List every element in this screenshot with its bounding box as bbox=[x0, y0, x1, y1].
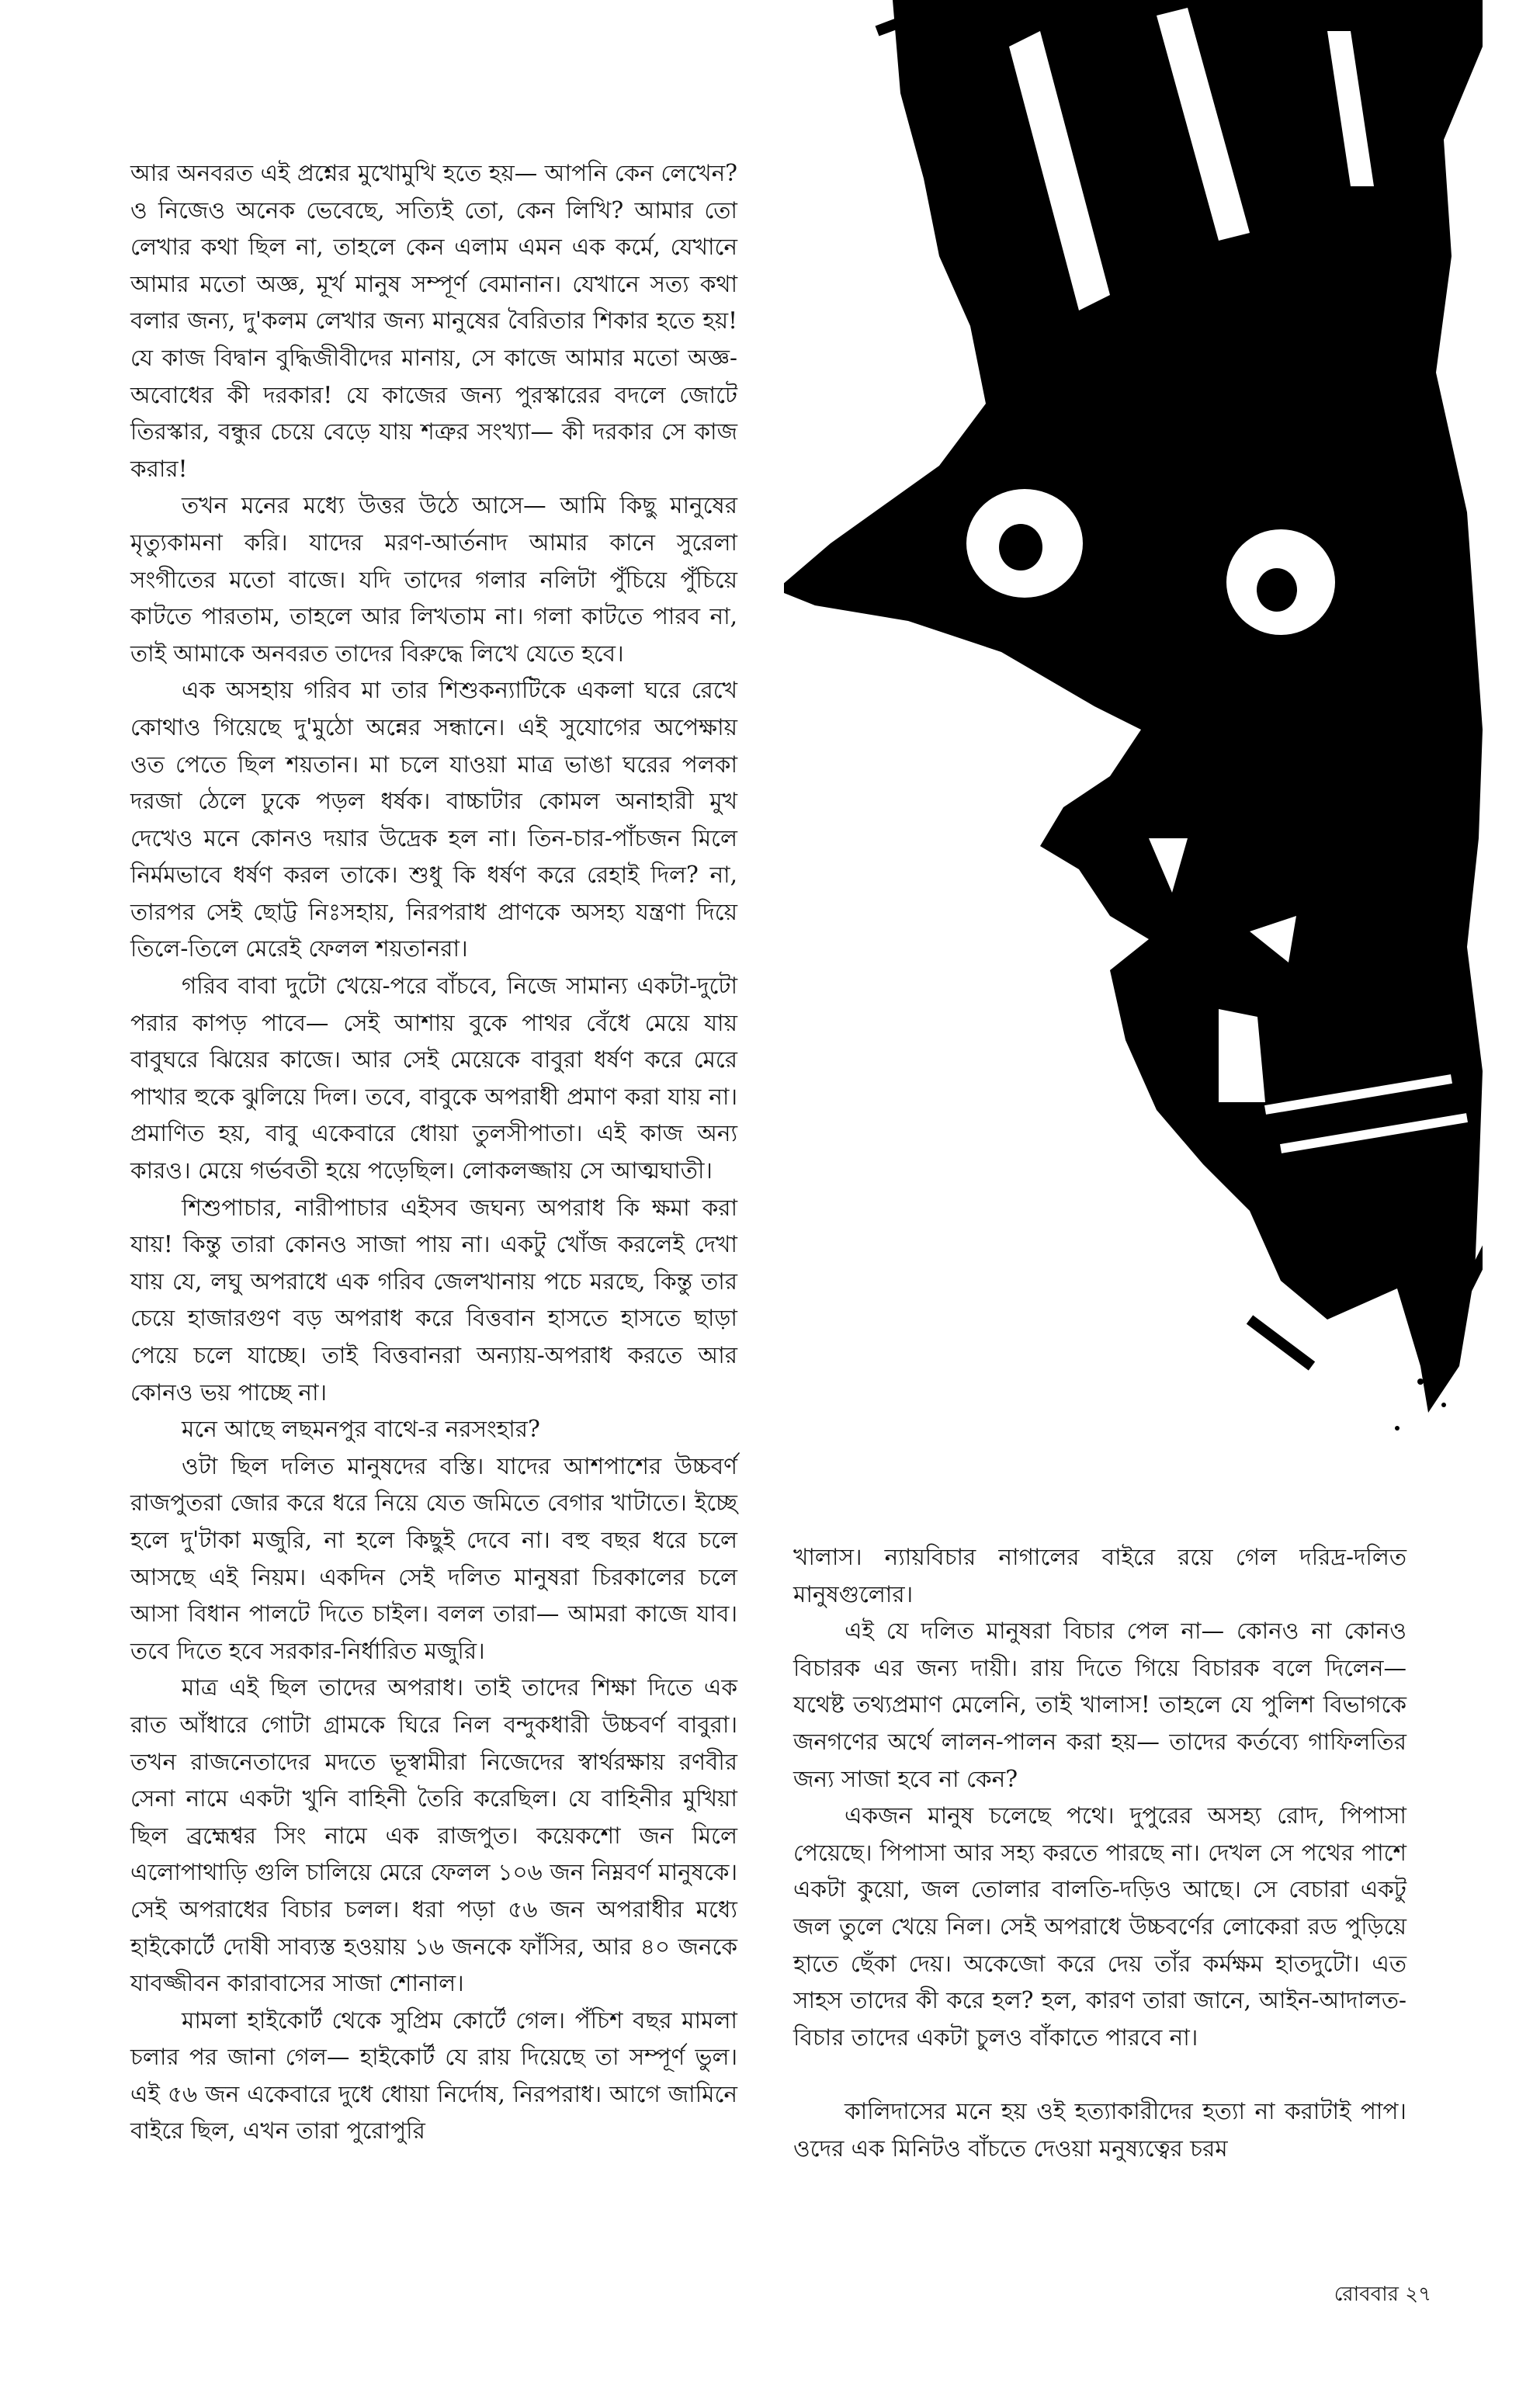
paragraph: এক অসহায় গরিব মা তার শিশুকন্যাটিকে একলা ঘরে রেখে কোথাও গিয়েছে দু'মুঠো অন্নের সন্ধানে। এই সুযোগের অপেক্ষায় ওত পেতে ছিল শয়তান। মা চলে যাওয়া মাত্র ভাঙা ঘরের পলকা দরজা ঠেলে ঢুকে পড়ল ধর্ষক। বাচ্চাটার কোমল অনাহারী মুখ দেখেও মনে কোনও দয়ার উদ্রেক হল না। তিন-চার-পাঁচজন মিলে নির্মমভাবে ধর্ষণ করল তাকে। শুধু কি ধর্ষণ করে রেহাই দিল? না, তারপর সেই ছোট্ট নিঃসহায়, নিরপরাধ প্রাণকে অসহ্য যন্ত্রণা দিয়ে তিলে-তিলে মেরেই ফেলল শয়তানরা। bbox=[130, 677, 737, 962]
ink-speck bbox=[1441, 1403, 1446, 1407]
paragraph: ওটা ছিল দলিত মানুষদের বস্তি। যাদের আশপাশের উচ্চবর্ণ রাজপুতরা জোর করে ধরে নিয়ে যেত জমিতে বেগার খাটাতে। ইচ্ছে হলে দু'টাকা মজুরি, না হলে কিছুই দেবে না। বহু বছর ধরে চলে আসছে এই নিয়ম। একদিন সেই দলিত মানুষরা চিরকালের চলে আসা বিধান পালটে দিতে চাইল। বলল তারা— আমরা কাজে যাব। তবে দিতে হবে সরকার-নির্ধারিত মজুরি। bbox=[130, 1452, 737, 1664]
head-silhouette bbox=[784, 0, 1483, 1413]
paragraph: আর অনবরত এই প্রশ্নের মুখোমুখি হতে হয়— আপনি কেন লেখেন? ও নিজেও অনেক ভেবেছে, সত্যিই তো, কেন লিখি? আমার তো লেখার কথা ছিল না, তাহলে কেন এলাম এমন এক কর্মে, যেখানে আমার মতো অজ্ঞ, মূর্খ মানুষ সম্পূর্ণ বেমানান। যেখানে সত্য কথা বলার জন্য, দু'কলম লেখার জন্য মানুষের বৈরিতার শিকার হতে হয়! যে কাজ বিদ্বান বুদ্ধিজীবীদের মানায়, সে কাজে আমার মতো অজ্ঞ-অবোধের কী দরকার! যে কাজের জন্য পুরস্কারের বদলে জোটে তিরস্কার, বন্ধুর চেয়ে বেড়ে যায় শত্রুর সংখ্যা— কী দরকার সে কাজ করার! bbox=[130, 160, 737, 482]
ink-face-illustration bbox=[784, 0, 1483, 1521]
paragraph: শিশুপাচার, নারীপাচার এইসব জঘন্য অপরাধ কি ক্ষমা করা যায়! কিন্তু তারা কোনও সাজা পায় না। একটু খোঁজ করলেই দেখা যায় যে, লঘু অপরাধে এক গরিব জেলখানায় পচে মরছে, কিন্তু তার চেয়ে হাজারগুণ বড় অপরাধ করে বিত্তবান হাসতে হাসতে ছাড়া পেয়ে চলে যাচ্ছে। তাই বিত্তবানরা অন্যায়-অপরাধ করতে আর কোনও ভয় পাচ্ছে না। bbox=[130, 1194, 737, 1406]
paragraph: মনে আছে লছমনপুর বাথে-র নরসংহার? bbox=[182, 1416, 540, 1443]
paragraph: এই যে দলিত মানুষরা বিচার পেল না— কোনও না কোনও বিচারক এর জন্য দায়ী। রায় দিতে গিয়ে বিচারক বলে দিলেন— যথেষ্ট তথ্যপ্রমাণ মেলেনি, তাই খালাস! তাহলে যে পুলিশ বিভাগকে জনগণের অর্থে লালন-পালন করা হয়— তাদের কর্তব্যে গাফিলতির জন্য সাজা হবে না কেন? bbox=[793, 1618, 1406, 1792]
paragraph: মামলা হাইকোর্ট থেকে সুপ্রিম কোর্টে গেল। পঁচিশ বছর মামলা চলার পর জানা গেল— হাইকোর্ট যে রায় দিয়েছে তা সম্পূর্ণ ভুল। এই ৫৬ জন একেবারে দুধে ধোয়া নির্দোষ, নিরপরাধ। আগে জামিনে বাইরে ছিল, এখন তারা পুরোপুরি bbox=[130, 2006, 737, 2145]
right-text-column bbox=[793, 1539, 1406, 2168]
paragraph: মাত্র এই ছিল তাদের অপরাধ। তাই তাদের শিক্ষা দিতে এক রাত আঁধারে গোটা গ্রামকে ঘিরে নিল বন্দুকধারী উচ্চবর্ণ বাবুরা। তখন রাজনেতাদের মদতে ভূস্বামীরা নিজেদের স্বার্থরক্ষায় রণবীর সেনা নামে একটা খুনি বাহিনী তৈরি করেছিল। যে বাহিনীর মুখিয়া ছিল ব্রহ্মেশ্বর সিং নামে এক রাজপুত। কয়েকশো জন মিলে এলোপাথাড়ি গুলি চালিয়ে মেরে ফেলল ১০৬ জন নিম্নবর্ণ মানুষকে। সেই অপরাধের বিচার চলল। ধরা পড়া ৫৬ জন অপরাধীর মধ্যে হাইকোর্টে দোষী সাব্যস্ত হওয়ায় ১৬ জনকে ফাঁসির, আর ৪০ জনকে যাবজ্জীবন কারাবাসের সাজা শোনাল। bbox=[130, 1674, 737, 1997]
paragraph: খালাস। ন্যায়বিচার নাগালের বাইরে রয়ে গেল দরিদ্র-দলিত মানুষগুলোর। bbox=[793, 1544, 1406, 1607]
page-folio: রোববার ২৭ bbox=[1334, 2283, 1431, 2306]
ink-speck bbox=[1395, 1426, 1400, 1431]
right-pupil bbox=[1257, 568, 1297, 612]
left-pupil bbox=[999, 524, 1042, 571]
left-text-column bbox=[130, 155, 737, 2150]
paragraph: একজন মানুষ চলেছে পথে। দুপুরের অসহ্য রোদ, পিপাসা পেয়েছে। পিপাসা আর সহ্য করতে পারছে না। দেখল সে পথের পাশে একটা কুয়ো, জল তোলার বালতি-দড়িও আছে। সে বেচারা একটু জল তুলে খেয়ে নিল। সেই অপরাধে উচ্চবর্ণের লোকেরা রড পুড়িয়ে হাতে ছেঁকা দেয়। অকেজো করে দেয় তাঁর কর্মক্ষম হাতদুটো। এত সাহস তাদের কী করে হল? হল, কারণ তারা জানে, আইন-আদালত-বিচার তাদের একটা চুলও বাঁকাতে পারবে না। bbox=[793, 1802, 1406, 2051]
paragraph: কালিদাসের মনে হয় ওই হত্যাকারীদের হত্যা না করাটাই পাপ। ওদের এক মিনিটও বাঁচতে দেওয়া মনুষ্যত্বের চরম bbox=[793, 2098, 1406, 2162]
paragraph: গরিব বাবা দুটো খেয়ে-পরে বাঁচবে, নিজে সামান্য একটা-দুটো পরার কাপড় পাবে— সেই আশায় বুকে পাথর বেঁধে মেয়ে যায় বাবুঘরে ঝিয়ের কাজে। আর সেই মেয়েকে বাবুরা ধর্ষণ করে মেরে পাখার হুকে ঝুলিয়ে দিল। তবে, বাবুকে অপরাধী প্রমাণ করা যায় না। প্রমাণিত হয়, বাবু একেবারে ধোয়া তুলসীপাতা। এই কাজ অন্য কারও। মেয়ে গর্ভবতী হয়ে পড়েছিল। লোকলজ্জায় সে আত্মঘাতী। bbox=[130, 973, 737, 1184]
paragraph: তখন মনের মধ্যে উত্তর উঠে আসে— আমি কিছু মানুষের মৃত্যুকামনা করি। যাদের মরণ-আর্তনাদ আমার কানে সুরেলা সংগীতের মতো বাজে। যদি তাদের গলার নলিটা পুঁচিয়ে পুঁচিয়ে কাটতে পারতাম, তাহলে আর লিখতাম না। গলা কাটতে পারব না, তাই আমাকে অনবরত তাদের বিরুদ্ধে লিখে যেতে হবে। bbox=[130, 492, 737, 667]
ink-speck bbox=[1417, 1379, 1424, 1385]
